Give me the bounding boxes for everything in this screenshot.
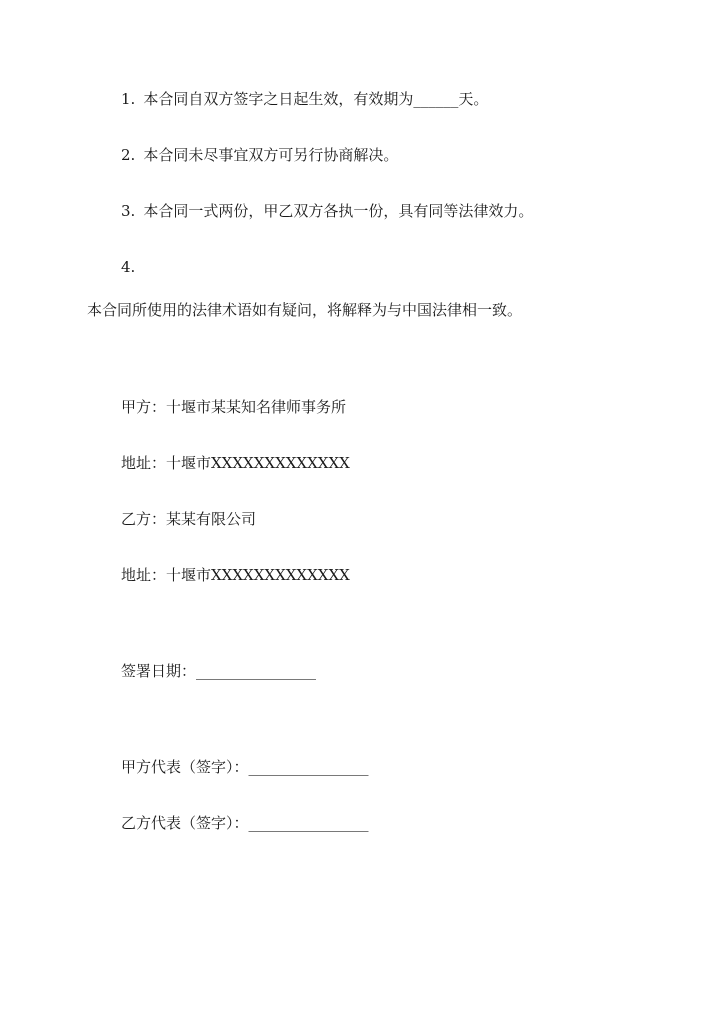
party-a-name: 甲方：十堰市某某知名律师事务所	[121, 398, 347, 416]
clause-4-number: 4.	[121, 258, 136, 276]
clause-2	[121, 145, 398, 165]
clause-text: 本合同一式两份，甲乙双方各执一份，具有同等法律效力。	[143, 202, 534, 220]
clause-text: 本合同未尽事宜双方可另行协商解决。	[143, 146, 399, 164]
signing-date: 签署日期：________________	[121, 662, 317, 680]
clause-number: 1.	[121, 90, 136, 108]
party-b-representative-signature: 乙方代表（签字）：________________	[121, 814, 369, 832]
clause-text: 本合同自双方签字之日起生效，有效期为______天。	[143, 90, 489, 108]
clause-4-text: 本合同所使用的法律术语如有疑问，将解释为与中国法律相一致。	[87, 301, 523, 319]
party-a-representative-signature: 甲方代表（签字）：________________	[121, 758, 369, 776]
clause-number: 3.	[121, 202, 136, 220]
clause-3	[121, 201, 533, 221]
clause-number: 2.	[121, 146, 136, 164]
party-b-name: 乙方：某某有限公司	[121, 510, 257, 528]
clause-1	[121, 89, 488, 109]
party-a-address: 地址：十堰市XXXXXXXXXXXXX	[121, 454, 350, 472]
party-b-address: 地址：十堰市XXXXXXXXXXXXX	[121, 566, 350, 584]
